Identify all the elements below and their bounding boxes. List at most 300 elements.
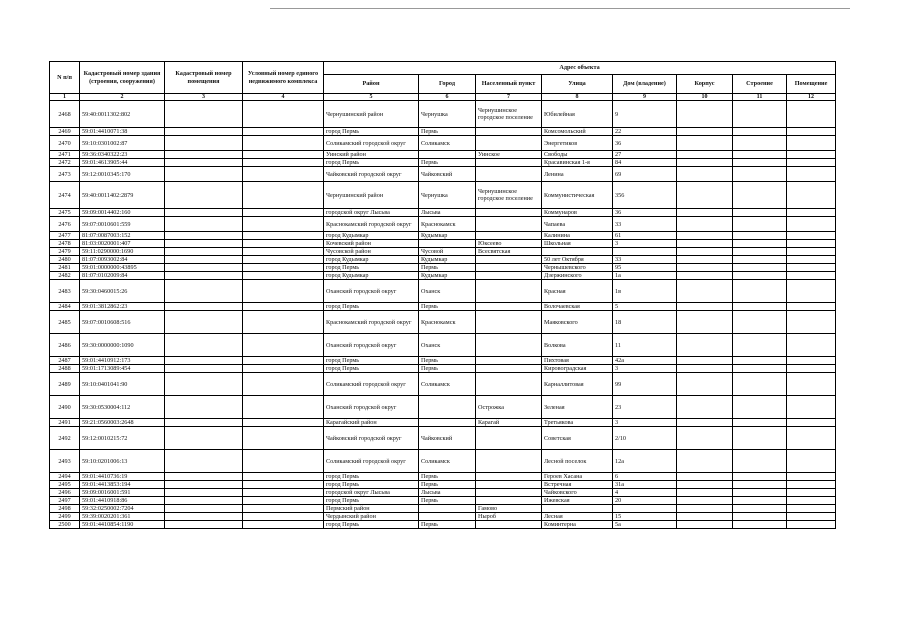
cadastral-number: 59:39:0020201:361	[80, 513, 165, 521]
row-number: 2470	[50, 136, 80, 151]
room-cell	[787, 419, 836, 427]
house-cell: 3	[613, 240, 677, 248]
street-cell: Свободы	[542, 151, 613, 159]
col-number: 1	[50, 94, 80, 101]
conditional-number-cell	[243, 151, 324, 159]
conditional-number-cell	[243, 248, 324, 256]
district-cell: Чернушинский район	[324, 101, 419, 128]
district-cell: Кочевский район	[324, 240, 419, 248]
table-row	[50, 303, 836, 311]
col-number: 5	[324, 94, 419, 101]
table-row	[50, 256, 836, 264]
row-number: 2497	[50, 497, 80, 505]
district-cell: Соликамский городской округ	[324, 373, 419, 396]
house-cell: 6	[613, 473, 677, 481]
row-number: 2487	[50, 357, 80, 365]
street-cell: Встречная	[542, 481, 613, 489]
building-cell	[733, 151, 787, 159]
korpus-cell	[677, 272, 733, 280]
room-cell	[787, 182, 836, 209]
room-cadastral-cell	[165, 311, 243, 334]
table-row	[50, 217, 836, 232]
room-cell	[787, 248, 836, 256]
district-cell: город Кудымкар	[324, 272, 419, 280]
room-cadastral-cell	[165, 272, 243, 280]
cadastral-number: 59:01:4410918:86	[80, 497, 165, 505]
city-cell: Чернушка	[419, 101, 476, 128]
korpus-cell	[677, 311, 733, 334]
settlement-cell	[476, 272, 542, 280]
settlement-cell	[476, 365, 542, 373]
city-cell: Соликамск	[419, 373, 476, 396]
district-cell: Соликамский городской округ	[324, 136, 419, 151]
house-cell: 95	[613, 264, 677, 272]
header-row-top	[50, 62, 836, 75]
table-row	[50, 280, 836, 303]
district-cell: город Пермь	[324, 473, 419, 481]
house-cell: 99	[613, 373, 677, 396]
street-cell: Комсомольский	[542, 128, 613, 136]
table-row	[50, 365, 836, 373]
cadastral-number: 59:21:0560003:2648	[80, 419, 165, 427]
district-cell: Чайковский городской округ	[324, 427, 419, 450]
header-num: N п/п	[50, 62, 80, 94]
settlement-cell	[476, 167, 542, 182]
header-city: Город	[419, 75, 476, 94]
city-cell: Чайковский	[419, 427, 476, 450]
city-cell: Соликамск	[419, 450, 476, 473]
col-number: 6	[419, 94, 476, 101]
room-cell	[787, 272, 836, 280]
row-number: 2477	[50, 232, 80, 240]
col-number: 9	[613, 94, 677, 101]
house-cell: 33	[613, 256, 677, 264]
cadastral-number: 81:07:0087003:152	[80, 232, 165, 240]
settlement-cell	[476, 209, 542, 217]
room-cadastral-cell	[165, 151, 243, 159]
house-cell: 3	[613, 365, 677, 373]
table-row	[50, 505, 836, 513]
settlement-cell	[476, 473, 542, 481]
header-house: Дом (владение)	[613, 75, 677, 94]
building-cell	[733, 521, 787, 529]
street-cell: Маяковского	[542, 311, 613, 334]
city-cell	[419, 151, 476, 159]
street-cell: Карналлитовая	[542, 373, 613, 396]
room-cell	[787, 513, 836, 521]
district-cell: город Пермь	[324, 365, 419, 373]
conditional-number-cell	[243, 303, 324, 311]
room-cell	[787, 481, 836, 489]
settlement-cell	[476, 427, 542, 450]
district-cell: Оханский городской округ	[324, 334, 419, 357]
building-cell	[733, 182, 787, 209]
table-row	[50, 450, 836, 473]
korpus-cell	[677, 151, 733, 159]
table-row	[50, 136, 836, 151]
conditional-number-cell	[243, 365, 324, 373]
district-cell: город Кудымкар	[324, 232, 419, 240]
cadastral-number: 59:01:1713089:454	[80, 365, 165, 373]
house-cell: 42а	[613, 357, 677, 365]
room-cadastral-cell	[165, 128, 243, 136]
district-cell: Оханский городской округ	[324, 396, 419, 419]
house-cell: 33	[613, 217, 677, 232]
conditional-number-cell	[243, 217, 324, 232]
room-cell	[787, 167, 836, 182]
room-cadastral-cell	[165, 264, 243, 272]
cadastral-number: 81:07:0093002:84	[80, 256, 165, 264]
table-row	[50, 272, 836, 280]
city-cell: Краснокамск	[419, 217, 476, 232]
korpus-cell	[677, 256, 733, 264]
room-cadastral-cell	[165, 256, 243, 264]
district-cell: Краснокамский городской округ	[324, 217, 419, 232]
house-cell: 23	[613, 396, 677, 419]
cadastral-number: 59:01:4410912:173	[80, 357, 165, 365]
city-cell: Пермь	[419, 481, 476, 489]
street-cell: Лесная	[542, 513, 613, 521]
city-cell: Пермь	[419, 159, 476, 167]
room-cadastral-cell	[165, 232, 243, 240]
district-cell: город Пермь	[324, 159, 419, 167]
house-cell: 9	[613, 101, 677, 128]
cadastral-number: 59:30:0460015:26	[80, 280, 165, 303]
district-cell: Чусовской район	[324, 248, 419, 256]
settlement-cell: Карагай	[476, 419, 542, 427]
room-cell	[787, 396, 836, 419]
settlement-cell	[476, 280, 542, 303]
table-row	[50, 473, 836, 481]
cadastral-number: 59:01:4410736:19	[80, 473, 165, 481]
room-cell	[787, 365, 836, 373]
city-cell: Чусовой	[419, 248, 476, 256]
cadastral-number: 59:09:0016001:591	[80, 489, 165, 497]
city-cell: Лысьва	[419, 209, 476, 217]
settlement-cell	[476, 481, 542, 489]
row-number: 2486	[50, 334, 80, 357]
cadastral-number: 59:40:0011402:2879	[80, 182, 165, 209]
conditional-number-cell	[243, 513, 324, 521]
table-row	[50, 128, 836, 136]
room-cadastral-cell	[165, 497, 243, 505]
room-cell	[787, 450, 836, 473]
street-cell: Волочаевская	[542, 303, 613, 311]
street-cell: Чайковского	[542, 489, 613, 497]
korpus-cell	[677, 182, 733, 209]
city-cell: Пермь	[419, 521, 476, 529]
room-cadastral-cell	[165, 303, 243, 311]
korpus-cell	[677, 240, 733, 248]
conditional-number-cell	[243, 427, 324, 450]
settlement-cell	[476, 497, 542, 505]
col-number: 2	[80, 94, 165, 101]
korpus-cell	[677, 505, 733, 513]
room-cell	[787, 151, 836, 159]
row-number: 2475	[50, 209, 80, 217]
row-number: 2485	[50, 311, 80, 334]
street-cell: Юбилейная	[542, 101, 613, 128]
street-cell: Третьякова	[542, 419, 613, 427]
building-cell	[733, 497, 787, 505]
row-number: 2471	[50, 151, 80, 159]
conditional-number-cell	[243, 497, 324, 505]
house-cell: 1а	[613, 272, 677, 280]
cadastral-number: 59:09:0014402:160	[80, 209, 165, 217]
house-cell: 61	[613, 232, 677, 240]
building-cell	[733, 264, 787, 272]
korpus-cell	[677, 521, 733, 529]
house-cell: 5а	[613, 521, 677, 529]
building-cell	[733, 280, 787, 303]
table-row	[50, 240, 836, 248]
room-cell	[787, 489, 836, 497]
street-cell: Дзержинского	[542, 272, 613, 280]
building-cell	[733, 136, 787, 151]
building-cell	[733, 450, 787, 473]
property-registry-table	[49, 61, 836, 529]
cadastral-number: 59:07:0010608:516	[80, 311, 165, 334]
district-cell: Соликамский городской округ	[324, 450, 419, 473]
settlement-cell	[476, 217, 542, 232]
house-cell: 3	[613, 419, 677, 427]
header-settlement: Населенный пункт	[476, 75, 542, 94]
cadastral-number: 59:01:4613905:44	[80, 159, 165, 167]
building-cell	[733, 334, 787, 357]
header-building: Строение	[733, 75, 787, 94]
settlement-cell	[476, 136, 542, 151]
row-number: 2498	[50, 505, 80, 513]
house-cell: 22	[613, 128, 677, 136]
settlement-cell	[476, 334, 542, 357]
street-cell: Школьная	[542, 240, 613, 248]
table-row	[50, 209, 836, 217]
building-cell	[733, 311, 787, 334]
table-row	[50, 373, 836, 396]
korpus-cell	[677, 450, 733, 473]
street-cell: Советская	[542, 427, 613, 450]
room-cadastral-cell	[165, 513, 243, 521]
city-cell: Пермь	[419, 473, 476, 481]
korpus-cell	[677, 264, 733, 272]
house-cell: 69	[613, 167, 677, 182]
house-cell: 1в	[613, 280, 677, 303]
street-cell: Красная	[542, 280, 613, 303]
street-cell: Ленина	[542, 167, 613, 182]
row-number: 2489	[50, 373, 80, 396]
col-number: 11	[733, 94, 787, 101]
row-number: 2483	[50, 280, 80, 303]
col-number: 10	[677, 94, 733, 101]
street-cell	[542, 248, 613, 256]
row-number: 2473	[50, 167, 80, 182]
room-cell	[787, 136, 836, 151]
conditional-number-cell	[243, 489, 324, 497]
house-cell: 84	[613, 159, 677, 167]
building-cell	[733, 272, 787, 280]
cadastral-number: 59:10:0401041:90	[80, 373, 165, 396]
col-number: 8	[542, 94, 613, 101]
street-cell: Волкова	[542, 334, 613, 357]
korpus-cell	[677, 167, 733, 182]
room-cell	[787, 159, 836, 167]
conditional-number-cell	[243, 264, 324, 272]
room-cadastral-cell	[165, 136, 243, 151]
room-cadastral-cell	[165, 248, 243, 256]
korpus-cell	[677, 489, 733, 497]
top-scan-line	[270, 8, 850, 9]
conditional-number-cell	[243, 311, 324, 334]
house-cell: 36	[613, 209, 677, 217]
district-cell: Чернушинский район	[324, 182, 419, 209]
settlement-cell	[476, 450, 542, 473]
district-cell: город Пермь	[324, 264, 419, 272]
header-address: Адрес объекта	[324, 62, 836, 75]
cadastral-number: 59:32:0250002:7204	[80, 505, 165, 513]
settlement-cell	[476, 357, 542, 365]
header-cad-building: Кадастровый номер здания (строения, сооружения)	[80, 62, 165, 94]
street-cell: Лесной поселок	[542, 450, 613, 473]
registry-table-container	[49, 61, 835, 529]
settlement-cell	[476, 373, 542, 396]
district-cell: Оханский городской округ	[324, 280, 419, 303]
district-cell: городской округ Лысьва	[324, 209, 419, 217]
city-cell: Оханск	[419, 334, 476, 357]
city-cell: Пермь	[419, 264, 476, 272]
korpus-cell	[677, 159, 733, 167]
building-cell	[733, 217, 787, 232]
building-cell	[733, 256, 787, 264]
settlement-cell: Острожка	[476, 396, 542, 419]
row-number: 2491	[50, 419, 80, 427]
korpus-cell	[677, 419, 733, 427]
room-cell	[787, 505, 836, 513]
street-cell: 50 лет Октября	[542, 256, 613, 264]
settlement-cell: Ныроб	[476, 513, 542, 521]
conditional-number-cell	[243, 396, 324, 419]
city-cell: Пермь	[419, 497, 476, 505]
district-cell: город Пермь	[324, 128, 419, 136]
house-cell: 20	[613, 497, 677, 505]
conditional-number-cell	[243, 101, 324, 128]
conditional-number-cell	[243, 419, 324, 427]
table-row	[50, 248, 836, 256]
row-number: 2493	[50, 450, 80, 473]
table-row	[50, 334, 836, 357]
korpus-cell	[677, 497, 733, 505]
room-cell	[787, 427, 836, 450]
settlement-cell: Чернушинское городское поселение	[476, 182, 542, 209]
conditional-number-cell	[243, 334, 324, 357]
row-number: 2484	[50, 303, 80, 311]
cadastral-number: 59:07:0010601:559	[80, 217, 165, 232]
room-cadastral-cell	[165, 101, 243, 128]
table-row	[50, 521, 836, 529]
conditional-number-cell	[243, 182, 324, 209]
korpus-cell	[677, 357, 733, 365]
room-cadastral-cell	[165, 373, 243, 396]
row-number: 2476	[50, 217, 80, 232]
room-cell	[787, 473, 836, 481]
cadastral-number: 59:11:0290000:1690	[80, 248, 165, 256]
conditional-number-cell	[243, 481, 324, 489]
building-cell	[733, 167, 787, 182]
street-cell: Кировоградская	[542, 365, 613, 373]
row-number: 2496	[50, 489, 80, 497]
district-cell: город Пермь	[324, 481, 419, 489]
korpus-cell	[677, 473, 733, 481]
cadastral-number: 59:12:0010345:170	[80, 167, 165, 182]
district-cell: Чердынский район	[324, 513, 419, 521]
building-cell	[733, 489, 787, 497]
cadastral-number: 59:01:3812862:23	[80, 303, 165, 311]
cadastral-number: 81:07:0102009:84	[80, 272, 165, 280]
building-cell	[733, 365, 787, 373]
city-cell: Пермь	[419, 365, 476, 373]
table-row	[50, 396, 836, 419]
street-cell: Пихтовая	[542, 357, 613, 365]
building-cell	[733, 303, 787, 311]
city-cell: Соликамск	[419, 136, 476, 151]
cadastral-number: 59:30:0530004:112	[80, 396, 165, 419]
korpus-cell	[677, 280, 733, 303]
conditional-number-cell	[243, 521, 324, 529]
header-korpus: Корпус	[677, 75, 733, 94]
row-number: 2480	[50, 256, 80, 264]
korpus-cell	[677, 303, 733, 311]
house-cell: 2/10	[613, 427, 677, 450]
room-cell	[787, 101, 836, 128]
room-cadastral-cell	[165, 334, 243, 357]
table-row	[50, 311, 836, 334]
cadastral-number: 59:36:0340322:23	[80, 151, 165, 159]
table-row	[50, 151, 836, 159]
cadastral-number: 59:01:4410071:38	[80, 128, 165, 136]
table-row	[50, 481, 836, 489]
table-row	[50, 513, 836, 521]
street-cell: Чапаева	[542, 217, 613, 232]
row-number: 2492	[50, 427, 80, 450]
district-cell: городской округ Лысьва	[324, 489, 419, 497]
city-cell	[419, 396, 476, 419]
city-cell	[419, 240, 476, 248]
table-row	[50, 167, 836, 182]
room-cell	[787, 232, 836, 240]
district-cell: Уинский район	[324, 151, 419, 159]
building-cell	[733, 513, 787, 521]
settlement-cell: Уинское	[476, 151, 542, 159]
col-number: 7	[476, 94, 542, 101]
conditional-number-cell	[243, 272, 324, 280]
building-cell	[733, 101, 787, 128]
col-number: 3	[165, 94, 243, 101]
settlement-cell: Чернушинское городское поселение	[476, 101, 542, 128]
house-cell: 4	[613, 489, 677, 497]
city-cell: Пермь	[419, 128, 476, 136]
district-cell: город Пермь	[324, 303, 419, 311]
street-cell: Зеленая	[542, 396, 613, 419]
row-number: 2488	[50, 365, 80, 373]
conditional-number-cell	[243, 373, 324, 396]
building-cell	[733, 396, 787, 419]
settlement-cell	[476, 264, 542, 272]
cadastral-number: 59:01:4410854:1190	[80, 521, 165, 529]
building-cell	[733, 248, 787, 256]
conditional-number-cell	[243, 450, 324, 473]
settlement-cell	[476, 232, 542, 240]
room-cadastral-cell	[165, 481, 243, 489]
header-room: Помещение	[787, 75, 836, 94]
